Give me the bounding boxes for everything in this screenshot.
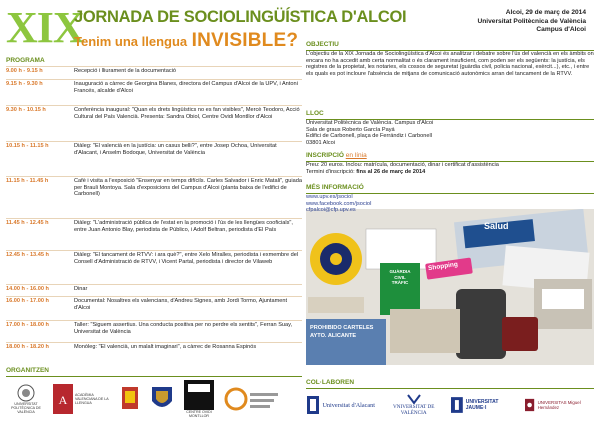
organizer-logo <box>118 379 142 419</box>
collaborator-logo <box>382 391 445 419</box>
organizer-logo <box>52 379 112 419</box>
subtitle-part-1: Tenim una llengua <box>74 34 188 49</box>
registration-title: INSCRIPCIÓ <box>306 152 344 159</box>
program-time: 12.45 h - 13.45 h <box>6 252 49 258</box>
program-heading: PROGRAMA <box>6 57 302 67</box>
program-row <box>6 141 302 169</box>
more-info-block <box>306 194 594 214</box>
program-row <box>6 79 302 97</box>
svg-text:A: A <box>58 393 68 407</box>
ajuntament-alcoi-icon <box>120 385 140 413</box>
registration-deadline-line <box>306 169 594 176</box>
program-row <box>6 296 302 314</box>
collaborators-logos <box>306 388 594 422</box>
collage-sign-shopping: Shopping <box>427 260 459 273</box>
deadline-label: Termini d'inscripció: <box>306 168 357 175</box>
program-row <box>6 250 302 278</box>
more-info-link[interactable]: www.facebook.com/jsocioI <box>306 200 372 207</box>
event-title: JORNADA DE SOCIOLINGÜÍSTICA D'ALCOI <box>74 8 407 26</box>
collaborator-logo-name: UNIVERSITAT JAUME·I <box>465 399 499 411</box>
organizer-logo <box>182 379 216 419</box>
registration-price: Preu: 20 euros. Inclou: matrícula, documentació, dinar i certificat d'assistència <box>306 162 499 168</box>
crest-icon <box>150 385 174 413</box>
program-row <box>6 342 302 360</box>
objective-text: L'objectiu de la XIX Jornada de Sociolingüística d'Alcoi és analitzar i debatre sobre l'ús del valencià en els àmbits on encara no ha accedit amb certa normalitat o és clarament insuficient, com poden ser els següents: la justícia, els registres de la propietat, les notaries, els cossos de seguretat (guàrdia civil, policia nacional, exèrcit...), etc., i entre els quals es pot incloure l'absència de mitjans de comunicació autonòmics arran del tancament de la RTVV. <box>306 51 594 77</box>
program-time: 11.45 h - 12.45 h <box>6 220 49 226</box>
collage-sign-salud: Salud <box>484 221 509 231</box>
badge-line: GUÀRDIA <box>389 269 411 274</box>
place-line: Edifici de Carbonell, plaça de Ferrándiz i Carbonell <box>306 133 432 140</box>
program-row <box>6 66 302 78</box>
organizer-logo <box>222 379 282 419</box>
event-institution: Universitat Politècnica de València <box>477 17 586 25</box>
registration-block <box>306 162 594 175</box>
subtitle-part-2: INVISIBLE? <box>191 30 299 51</box>
program-time: 9.30 h - 10.15 h <box>6 107 46 113</box>
collaborator-logo-name: UNIVERSITAS Miguel Hernández <box>537 399 581 410</box>
program-row <box>6 284 302 294</box>
program-row <box>6 105 302 133</box>
program-desc: Monòleg: "El valencià, un malalt imaginari", a càrrec de Rosanna Espinós <box>74 344 257 350</box>
program-desc: Conferència inaugural: "Quan els drets lingüístics no es fan visibles", Mercè Teodoro, Acció Cultural del País Valencià. Presenta: Sandra Obiol, Centre Ovidi Montllor d'Alcoi <box>74 107 300 120</box>
event-subtitle <box>74 30 298 53</box>
more-info-heading: MÉS INFORMACIÓ <box>306 184 594 194</box>
program-row <box>6 218 302 246</box>
badge-line: CIVIL <box>394 274 406 280</box>
program-desc: Taller: "Siguem assertius. Una conducta positiva per no perdre els sentits", Ferran Suay, Universitat de València <box>74 322 293 335</box>
collage-sign-prohibido: PROHIBIDO CARTELES <box>310 325 374 331</box>
place-block <box>306 120 594 146</box>
organizers-logos <box>6 376 302 422</box>
organizer-logo <box>148 379 176 419</box>
program-time: 14.00 h - 16.00 h <box>6 286 49 292</box>
collage-sign-ayto: AYTO. ALICANTE <box>310 333 357 339</box>
collage-badge-text <box>384 269 416 286</box>
registration-online-link[interactable]: en línia <box>345 152 367 159</box>
collage-art <box>306 209 594 365</box>
photo-collage <box>306 209 594 365</box>
program-desc: Inauguració a càrrec de Georgina Blanes, directora del Campus d'Alcoi de la UPV, i Antoni Francés, alcalde d'Alcoi <box>74 81 298 94</box>
uv-logo-icon <box>407 394 421 404</box>
event-campus: Campus d'Alcoi <box>536 26 586 34</box>
program-time: 11.15 h - 11.45 h <box>6 178 49 184</box>
program-time: 9.15 h - 9.30 h <box>6 81 43 87</box>
badge-line: TRÀFIC <box>391 280 409 285</box>
collaborators-heading: COL·LABOREN <box>306 379 594 389</box>
program-desc: Diàleg: "El tancament de RTVV: i ara què?", entre Xelo Miralles, periodista i exmembre del Consell d'Administració de RTVV, i Vicent Partal, periodista i director de Vilaweb <box>74 252 299 265</box>
avl-logo-icon <box>53 384 73 414</box>
place-line: Sala de graus Roberto García Payá <box>306 126 395 133</box>
program-row <box>6 176 302 212</box>
collaborator-logo <box>451 391 519 419</box>
program-desc: Recepció i lliurament de la documentació <box>74 68 176 74</box>
umh-logo-icon <box>525 397 534 413</box>
program-time: 9.00 h - 9.15 h <box>6 68 43 74</box>
swirl-logo-icon <box>224 385 280 413</box>
ua-logo-icon <box>307 396 319 414</box>
centre-ovidi-icon <box>184 380 214 410</box>
event-meta <box>478 9 586 35</box>
program-desc: Diàleg: "L'administració pública de l'estat en la promoció i l'ús de les llengües cooficials", entre Juan Antonio Blay, periodista de Público, i Adolf Beltran, periodista d'El País <box>74 220 293 233</box>
program-time: 16.00 h - 17.00 h <box>6 298 49 304</box>
collaborator-logo <box>525 391 588 419</box>
uji-logo-icon <box>451 397 463 413</box>
registration-heading <box>306 152 594 162</box>
program-desc: Cafè i visita a l'exposició "Ensenyar en temps difícils. Carles Salvador i Enric Matali", guiada per Brauli Montoya. Sala d'exposicions del Campus d'Alcoi (planta baixa de l'edifici de Carbonell) <box>74 178 302 198</box>
program-row <box>6 320 302 338</box>
deadline-value: fins al 26 de març de 2014 <box>356 168 426 175</box>
edition-numeral: XIX <box>6 3 84 52</box>
collaborator-logo-name: VNIVERSITAT DE VALÈNCIA <box>392 404 435 416</box>
collaborator-logo-name: Universitat d'Alacant <box>322 401 375 409</box>
collaborator-logo <box>306 391 376 419</box>
program-time: 18.00 h - 18.20 h <box>6 344 49 350</box>
organizer-logo-name: UNIVERSITAT POLITÈCNICA DE VALÈNCIA <box>11 402 41 414</box>
more-info-link[interactable]: cfpalcoi@cfp.upv.es <box>306 207 356 214</box>
organizer-logo <box>6 379 46 419</box>
program-desc: Dinar <box>74 286 88 292</box>
place-heading: LLOC <box>306 110 594 120</box>
program-desc: Documental: Nosaltres els valencians, d'Andreu Signes, amb Jordi Tormo, Ajuntament d'Alcoi <box>74 298 288 311</box>
organizer-logo-name: CENTRE OVIDI MONTLLOR <box>186 410 212 418</box>
upv-seal-icon <box>17 384 35 402</box>
more-info-link[interactable]: www.upv.es/jsocioI <box>306 194 353 200</box>
objective-heading: OBJECTIU <box>306 41 594 51</box>
organizers-heading: ORGANITZEN <box>6 367 302 377</box>
organizer-logo-name: ACADÈMIA VALENCIANA DE LA LLENGUA <box>75 393 109 405</box>
program-time: 17.00 h - 18.00 h <box>6 322 49 328</box>
program-time: 10.15 h - 11.15 h <box>6 143 49 149</box>
place-line: Universitat Politècnica de València. Campus d'Alcoi <box>306 120 434 126</box>
place-line: 03801 Alcoi <box>306 139 335 146</box>
program-desc: Diàleg: "El valencià en la justícia: un casus belli?", entre Josep Ochoa, Universitat d'Alacant, i Anselm Bodoque, Universitat de València <box>74 143 277 156</box>
event-date: Alcoi, 29 de març de 2014 <box>505 9 586 16</box>
